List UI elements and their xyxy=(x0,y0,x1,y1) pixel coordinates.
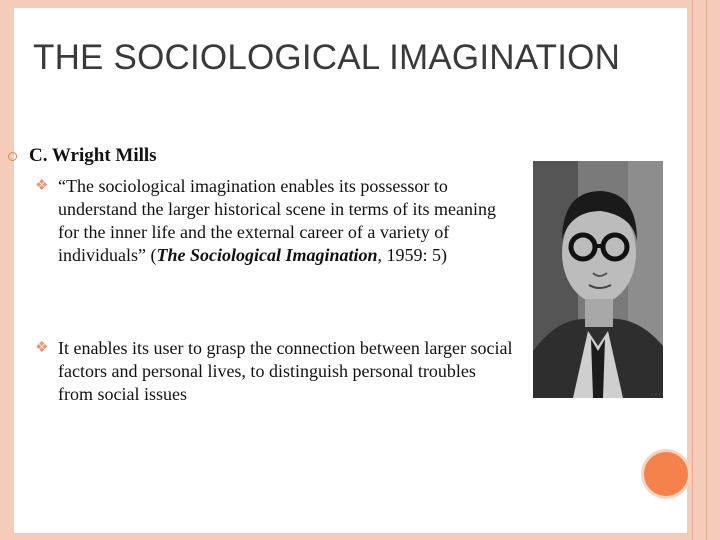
slide-title: THE SOCIOLOGICAL IMAGINATION xyxy=(33,38,621,77)
portrait-photo xyxy=(533,161,663,398)
diamond-bullet-icon: ❖ xyxy=(35,340,49,356)
level1-bullet-item xyxy=(8,145,157,167)
author-name: C. Wright Mills xyxy=(29,145,157,166)
quote-bullet-item xyxy=(35,175,515,267)
decorative-circle xyxy=(641,449,691,499)
point2-text: It enables its user to grasp the connection between larger social factors and personal lives, to distinguish personal troubles from social issues xyxy=(58,338,513,404)
quote-text xyxy=(58,175,515,267)
point2-bullet-item xyxy=(35,337,515,406)
portrait-illustration xyxy=(533,161,663,398)
book-title: The Sociological Imagination xyxy=(156,245,378,265)
quote-open: “The sociological imagination enables its possessor to understand the larger historical scene in terms of its meaning for the inner life and the external career of a variety of individuals” ( xyxy=(58,176,497,265)
right-border-line xyxy=(706,0,707,540)
right-border-line xyxy=(692,0,693,540)
bottom-border xyxy=(0,533,720,540)
quote-close: , 1959: 5) xyxy=(377,245,448,265)
diamond-bullet-icon: ❖ xyxy=(35,178,49,194)
top-border xyxy=(0,0,720,8)
left-border xyxy=(0,0,14,540)
ring-bullet-icon xyxy=(8,152,17,161)
photo-caption-marks: · · · xyxy=(651,392,661,399)
